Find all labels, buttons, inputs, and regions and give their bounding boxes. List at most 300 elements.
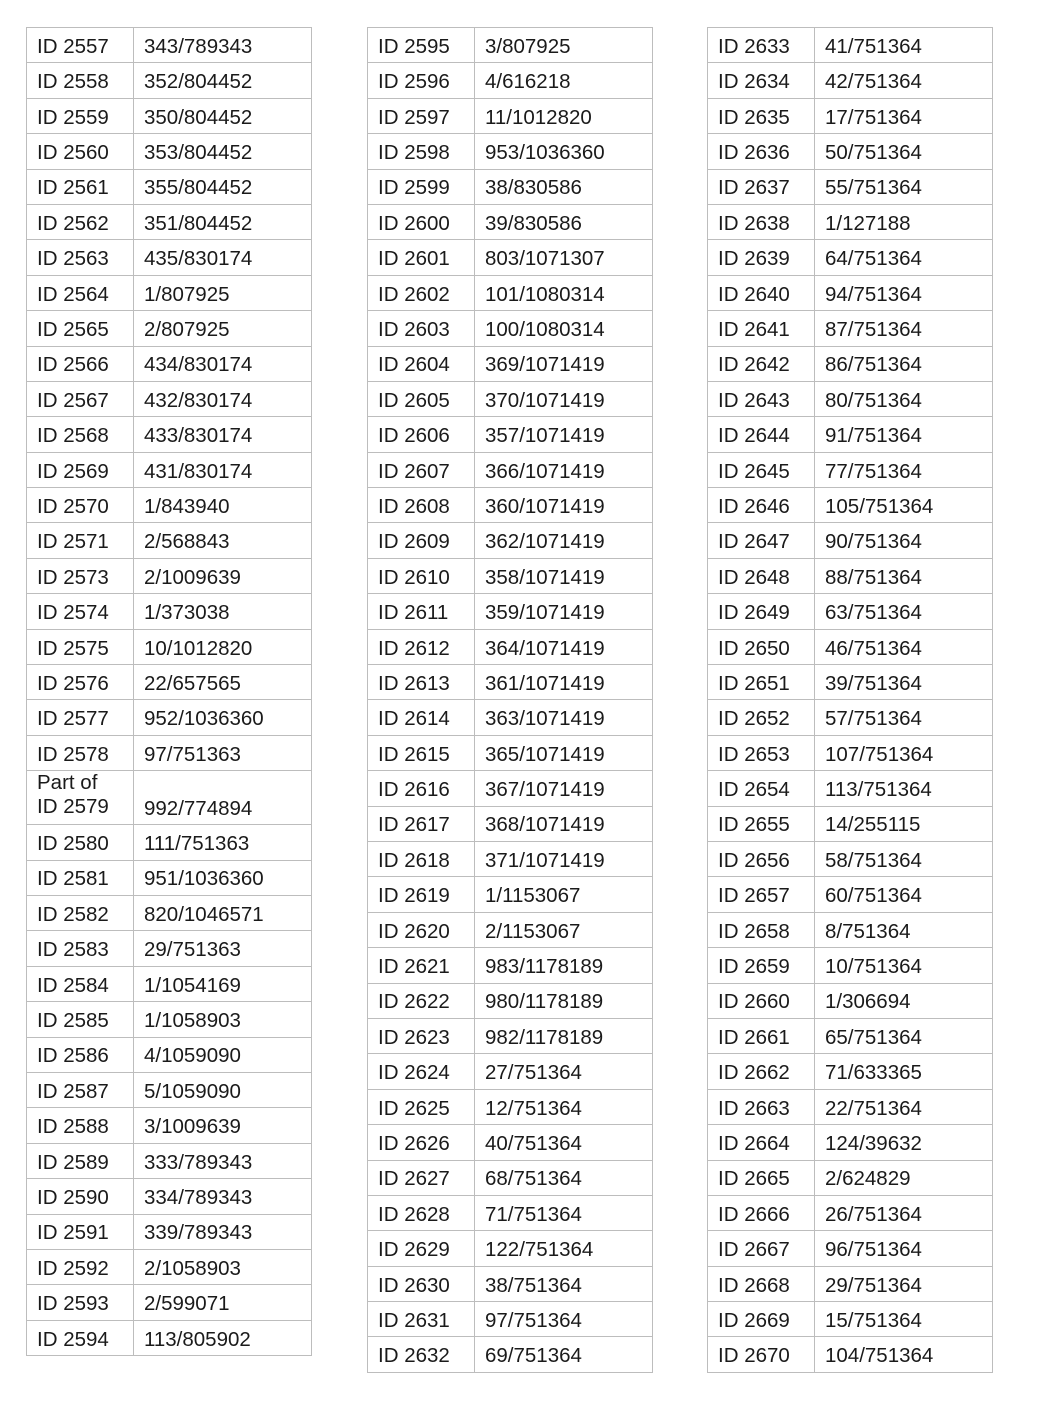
value-cell: 333/789343	[134, 1143, 312, 1178]
id-cell: ID 2623	[368, 1018, 475, 1053]
id-cell: ID 2621	[368, 948, 475, 983]
table-row	[27, 1108, 312, 1143]
id-cell: ID 2626	[368, 1125, 475, 1160]
id-cell: ID 2602	[368, 275, 475, 310]
table-row	[27, 311, 312, 346]
value-cell: 42/751364	[815, 63, 993, 98]
value-cell: 104/751364	[815, 1337, 993, 1372]
id-cell: ID 2643	[708, 381, 815, 416]
id-cell: ID 2634	[708, 63, 815, 98]
value-cell: 2/1058903	[134, 1249, 312, 1284]
table-row	[368, 629, 653, 664]
table-row	[708, 1054, 993, 1089]
table-row	[27, 1179, 312, 1214]
table-row	[27, 1214, 312, 1249]
value-cell: 2/807925	[134, 311, 312, 346]
id-cell: ID 2562	[27, 204, 134, 239]
id-cell: ID 2651	[708, 665, 815, 700]
value-cell: 113/751364	[815, 771, 993, 806]
table-row	[368, 1125, 653, 1160]
value-cell: 29/751363	[134, 931, 312, 966]
value-cell: 353/804452	[134, 134, 312, 169]
id-cell: ID 2558	[27, 63, 134, 98]
table-row	[27, 1249, 312, 1284]
table-row	[27, 895, 312, 930]
value-cell: 22/751364	[815, 1089, 993, 1124]
id-cell: ID 2581	[27, 860, 134, 895]
value-cell: 1/127188	[815, 204, 993, 239]
value-cell: 86/751364	[815, 346, 993, 381]
value-cell: 90/751364	[815, 523, 993, 558]
id-cell: ID 2650	[708, 629, 815, 664]
value-cell: 5/1059090	[134, 1072, 312, 1107]
table-row	[368, 28, 653, 63]
id-cell: ID 2641	[708, 311, 815, 346]
value-cell: 370/1071419	[475, 381, 653, 416]
table-row	[368, 948, 653, 983]
table-row	[27, 134, 312, 169]
value-cell: 1/1054169	[134, 966, 312, 1001]
table-row	[368, 983, 653, 1018]
value-cell: 1/1153067	[475, 877, 653, 912]
value-cell: 343/789343	[134, 28, 312, 63]
id-cell: ID 2595	[368, 28, 475, 63]
value-cell: 29/751364	[815, 1266, 993, 1301]
table-row	[708, 346, 993, 381]
id-cell: ID 2648	[708, 558, 815, 593]
value-cell: 434/830174	[134, 346, 312, 381]
table-row	[368, 1302, 653, 1337]
value-cell: 65/751364	[815, 1018, 993, 1053]
value-cell: 124/39632	[815, 1125, 993, 1160]
id-cell: ID 2578	[27, 735, 134, 770]
table-row	[27, 1320, 312, 1355]
value-cell: 1/1058903	[134, 1002, 312, 1037]
value-cell: 369/1071419	[475, 346, 653, 381]
id-cell: ID 2615	[368, 735, 475, 770]
id-cell: ID 2627	[368, 1160, 475, 1195]
value-cell: 339/789343	[134, 1214, 312, 1249]
value-cell: 3/807925	[475, 28, 653, 63]
table-row	[708, 806, 993, 841]
id-cell: ID 2561	[27, 169, 134, 204]
table-row	[368, 1337, 653, 1372]
id-cell: ID 2573	[27, 558, 134, 593]
table-row	[27, 523, 312, 558]
id-cell: ID 2629	[368, 1231, 475, 1266]
id-table-column-3	[707, 27, 993, 1373]
value-cell: 57/751364	[815, 700, 993, 735]
id-cell: ID 2638	[708, 204, 815, 239]
value-cell: 1/306694	[815, 983, 993, 1018]
id-cell: ID 2568	[27, 417, 134, 452]
value-cell: 980/1178189	[475, 983, 653, 1018]
id-cell: ID 2637	[708, 169, 815, 204]
id-cell: ID 2658	[708, 912, 815, 947]
value-cell: 982/1178189	[475, 1018, 653, 1053]
value-cell: 10/751364	[815, 948, 993, 983]
table-row	[368, 841, 653, 876]
id-cell: ID 2606	[368, 417, 475, 452]
id-cell: ID 2588	[27, 1108, 134, 1143]
table-row	[27, 1037, 312, 1072]
id-cell: ID 2670	[708, 1337, 815, 1372]
id-cell: ID 2620	[368, 912, 475, 947]
id-cell: ID 2597	[368, 98, 475, 133]
id-cell: ID 2609	[368, 523, 475, 558]
id-cell: ID 2661	[708, 1018, 815, 1053]
value-cell: 359/1071419	[475, 594, 653, 629]
table-row	[708, 488, 993, 523]
table-row	[708, 1195, 993, 1230]
id-cell: ID 2566	[27, 346, 134, 381]
table-row	[27, 63, 312, 98]
id-cell: ID 2642	[708, 346, 815, 381]
id-cell: ID 2656	[708, 841, 815, 876]
id-prefix: Part of	[37, 771, 98, 795]
id-cell: ID 2590	[27, 1179, 134, 1214]
id-cell: ID 2640	[708, 275, 815, 310]
value-cell: 368/1071419	[475, 806, 653, 841]
id-cell: ID 2604	[368, 346, 475, 381]
table-row	[368, 700, 653, 735]
value-cell: 40/751364	[475, 1125, 653, 1160]
table-row	[708, 523, 993, 558]
id-cell: ID 2571	[27, 523, 134, 558]
table-row	[708, 1302, 993, 1337]
value-cell: 983/1178189	[475, 948, 653, 983]
table-row	[27, 1143, 312, 1178]
id-cell: ID 2589	[27, 1143, 134, 1178]
value-cell: 366/1071419	[475, 452, 653, 487]
table-row	[708, 1160, 993, 1195]
table-row	[708, 594, 993, 629]
id-cell: ID 2582	[27, 895, 134, 930]
table-row	[708, 877, 993, 912]
id-cell: ID 2645	[708, 452, 815, 487]
id-cell: ID 2657	[708, 877, 815, 912]
value-cell: 820/1046571	[134, 895, 312, 930]
table-row	[708, 558, 993, 593]
id-cell: ID 2617	[368, 806, 475, 841]
table-row	[368, 771, 653, 806]
id-cell: ID 2646	[708, 488, 815, 523]
id-cell: ID 2644	[708, 417, 815, 452]
value-cell: 12/751364	[475, 1089, 653, 1124]
table-row	[708, 452, 993, 487]
table-row	[708, 98, 993, 133]
table-row	[368, 452, 653, 487]
id-cell: ID 2613	[368, 665, 475, 700]
table-row	[27, 417, 312, 452]
id-cell: ID 2601	[368, 240, 475, 275]
id-cell: ID 2660	[708, 983, 815, 1018]
table-row	[708, 983, 993, 1018]
id-cell: ID 2607	[368, 452, 475, 487]
value-cell: 362/1071419	[475, 523, 653, 558]
value-cell: 122/751364	[475, 1231, 653, 1266]
id-cell: ID 2618	[368, 841, 475, 876]
value-cell: 803/1071307	[475, 240, 653, 275]
table-row	[27, 98, 312, 133]
value-cell: 371/1071419	[475, 841, 653, 876]
table-row	[27, 558, 312, 593]
table-row	[708, 240, 993, 275]
table-row	[368, 169, 653, 204]
table-row	[27, 966, 312, 1001]
table-row	[368, 311, 653, 346]
value-cell: 88/751364	[815, 558, 993, 593]
table-row	[368, 381, 653, 416]
id-cell: ID 2612	[368, 629, 475, 664]
table-row	[368, 735, 653, 770]
value-cell: 87/751364	[815, 311, 993, 346]
value-cell: 4/1059090	[134, 1037, 312, 1072]
table-row	[708, 1337, 993, 1372]
table-row	[708, 841, 993, 876]
value-cell: 3/1009639	[134, 1108, 312, 1143]
table-row	[708, 275, 993, 310]
table-row	[708, 1266, 993, 1301]
id-cell: ID 2664	[708, 1125, 815, 1160]
id-table-column-2	[367, 27, 653, 1373]
table-row	[708, 381, 993, 416]
id-cell: ID 2565	[27, 311, 134, 346]
id-cell: ID 2591	[27, 1214, 134, 1249]
table-row	[368, 665, 653, 700]
table-row	[708, 1089, 993, 1124]
id-cell: ID 2616	[368, 771, 475, 806]
table-row	[708, 700, 993, 735]
id-cell: ID 2659	[708, 948, 815, 983]
id-cell: ID 2668	[708, 1266, 815, 1301]
table-row	[368, 806, 653, 841]
id-cell: ID 2654	[708, 771, 815, 806]
id-cell: ID 2636	[708, 134, 815, 169]
table-row	[27, 28, 312, 63]
value-cell: 15/751364	[815, 1302, 993, 1337]
table-row	[708, 1125, 993, 1160]
id-cell: ID 2594	[27, 1320, 134, 1355]
value-cell: 113/805902	[134, 1320, 312, 1355]
value-cell: 432/830174	[134, 381, 312, 416]
value-cell: 357/1071419	[475, 417, 653, 452]
table-row	[368, 346, 653, 381]
id-cell: ID 2584	[27, 966, 134, 1001]
table-row	[368, 523, 653, 558]
table-row	[27, 169, 312, 204]
table-row	[27, 594, 312, 629]
id-cell: ID 2619	[368, 877, 475, 912]
table-row	[27, 346, 312, 381]
table-row	[27, 629, 312, 664]
value-cell: 365/1071419	[475, 735, 653, 770]
value-cell: 105/751364	[815, 488, 993, 523]
table-row	[708, 311, 993, 346]
table-row	[708, 735, 993, 770]
value-cell: 97/751364	[475, 1302, 653, 1337]
id-cell: ID 2569	[27, 452, 134, 487]
table-row	[708, 204, 993, 239]
id-cell: ID 2567	[27, 381, 134, 416]
value-cell: 2/568843	[134, 523, 312, 558]
table-row	[27, 204, 312, 239]
table-row	[368, 1018, 653, 1053]
id-cell: ID 2628	[368, 1195, 475, 1230]
value-cell: 38/830586	[475, 169, 653, 204]
value-cell: 334/789343	[134, 1179, 312, 1214]
table-row	[27, 665, 312, 700]
table-row	[708, 1018, 993, 1053]
id-cell: ID 2557	[27, 28, 134, 63]
table-row	[368, 594, 653, 629]
value-cell: 10/1012820	[134, 629, 312, 664]
value-cell: 111/751363	[134, 825, 312, 860]
value-cell: 360/1071419	[475, 488, 653, 523]
id-cell: ID 2653	[708, 735, 815, 770]
value-cell: 1/373038	[134, 594, 312, 629]
value-cell: 2/599071	[134, 1285, 312, 1320]
id-cell: ID 2574	[27, 594, 134, 629]
id-cell: ID 2563	[27, 240, 134, 275]
id-cell: ID 2596	[368, 63, 475, 98]
value-cell: 107/751364	[815, 735, 993, 770]
id-cell: ID 2630	[368, 1266, 475, 1301]
id-cell: ID 2633	[708, 28, 815, 63]
table-row	[27, 825, 312, 860]
table-row	[708, 1231, 993, 1266]
table-row	[368, 877, 653, 912]
value-cell: 64/751364	[815, 240, 993, 275]
table-row	[708, 912, 993, 947]
value-cell: 50/751364	[815, 134, 993, 169]
value-cell: 69/751364	[475, 1337, 653, 1372]
value-cell: 953/1036360	[475, 134, 653, 169]
value-cell: 363/1071419	[475, 700, 653, 735]
value-cell: 22/657565	[134, 665, 312, 700]
id-cell: ID 2663	[708, 1089, 815, 1124]
value-cell: 4/616218	[475, 63, 653, 98]
id-cell: ID 2593	[27, 1285, 134, 1320]
id-cell: ID 2625	[368, 1089, 475, 1124]
value-cell: 68/751364	[475, 1160, 653, 1195]
value-cell: 100/1080314	[475, 311, 653, 346]
value-cell: 101/1080314	[475, 275, 653, 310]
value-cell: 433/830174	[134, 417, 312, 452]
value-cell: 358/1071419	[475, 558, 653, 593]
table-row	[708, 771, 993, 806]
table-row	[368, 912, 653, 947]
value-cell: 951/1036360	[134, 860, 312, 895]
value-cell: 63/751364	[815, 594, 993, 629]
id-cell: ID 2592	[27, 1249, 134, 1284]
value-cell: 351/804452	[134, 204, 312, 239]
table-row	[708, 28, 993, 63]
table-row	[368, 1266, 653, 1301]
table-row	[708, 665, 993, 700]
id-cell: ID 2576	[27, 665, 134, 700]
value-cell: 2/1153067	[475, 912, 653, 947]
table-row	[27, 931, 312, 966]
value-cell: 46/751364	[815, 629, 993, 664]
value-cell: 80/751364	[815, 381, 993, 416]
id-cell: ID 2622	[368, 983, 475, 1018]
id-cell: ID 2599	[368, 169, 475, 204]
value-cell: 431/830174	[134, 452, 312, 487]
id-cell: ID 2585	[27, 1002, 134, 1037]
id-cell: ID 2560	[27, 134, 134, 169]
id-cell: ID 2666	[708, 1195, 815, 1230]
id-table-column-1	[26, 27, 312, 1356]
table-row	[368, 1160, 653, 1195]
id-cell: ID 2610	[368, 558, 475, 593]
id-cell: ID 2667	[708, 1231, 815, 1266]
value-cell: 91/751364	[815, 417, 993, 452]
id-cell: ID 2586	[27, 1037, 134, 1072]
table-row	[708, 169, 993, 204]
id-cell: ID 2624	[368, 1054, 475, 1089]
value-cell: 39/830586	[475, 204, 653, 239]
id-cell: ID 2631	[368, 1302, 475, 1337]
id-cell: ID 2575	[27, 629, 134, 664]
table-row	[368, 63, 653, 98]
value-cell: 38/751364	[475, 1266, 653, 1301]
id-cell: ID 2564	[27, 275, 134, 310]
id-cell: ID 2605	[368, 381, 475, 416]
id-cell: ID 2635	[708, 98, 815, 133]
table-row	[708, 629, 993, 664]
table-row	[368, 558, 653, 593]
value-cell: 26/751364	[815, 1195, 993, 1230]
table-row	[27, 240, 312, 275]
value-cell: 8/751364	[815, 912, 993, 947]
value-cell: 94/751364	[815, 275, 993, 310]
id-cell	[27, 771, 134, 825]
id-cell: ID 2662	[708, 1054, 815, 1089]
table-row	[368, 275, 653, 310]
id-label: ID 2579	[37, 795, 109, 819]
table-row	[27, 488, 312, 523]
value-cell: 992/774894	[134, 771, 312, 825]
value-cell: 952/1036360	[134, 700, 312, 735]
value-cell: 71/633365	[815, 1054, 993, 1089]
value-cell: 58/751364	[815, 841, 993, 876]
table-row	[368, 488, 653, 523]
value-cell: 352/804452	[134, 63, 312, 98]
id-cell: ID 2603	[368, 311, 475, 346]
id-cell: ID 2649	[708, 594, 815, 629]
value-cell: 2/1009639	[134, 558, 312, 593]
id-cell: ID 2611	[368, 594, 475, 629]
value-cell: 77/751364	[815, 452, 993, 487]
table-row	[27, 1285, 312, 1320]
value-cell: 364/1071419	[475, 629, 653, 664]
table-row	[708, 134, 993, 169]
table-row	[708, 63, 993, 98]
value-cell: 41/751364	[815, 28, 993, 63]
value-cell: 367/1071419	[475, 771, 653, 806]
value-cell: 350/804452	[134, 98, 312, 133]
table-row	[27, 275, 312, 310]
value-cell: 97/751363	[134, 735, 312, 770]
id-cell: ID 2580	[27, 825, 134, 860]
table-row	[27, 771, 312, 825]
table-row	[368, 417, 653, 452]
table-row	[27, 860, 312, 895]
value-cell: 71/751364	[475, 1195, 653, 1230]
id-cell: ID 2608	[368, 488, 475, 523]
value-cell: 17/751364	[815, 98, 993, 133]
